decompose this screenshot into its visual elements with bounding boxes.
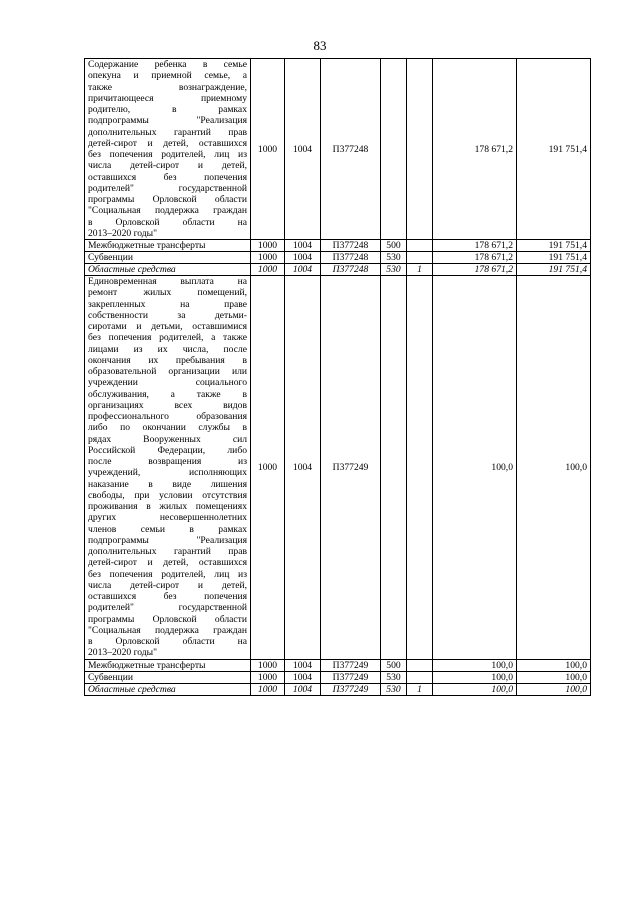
row-description: Областные средства (85, 683, 251, 695)
description-line: организациях всех видов (88, 399, 247, 411)
cell-funding-code: 1 (407, 264, 433, 276)
description-line: закрепленных на праве (88, 298, 247, 310)
description-line: программы Орловской области (88, 194, 247, 205)
table-row (85, 671, 591, 683)
description-line: числа детей-сирот и детей, (88, 579, 247, 591)
description-line: детей-сирот и детей, оставшихся (88, 557, 247, 569)
description-line: родителю, в рамках (88, 104, 247, 115)
description-line: сиротами и детьми, оставшимися (88, 321, 247, 332)
description-line: без попечения родителей, лиц из (88, 149, 247, 160)
cell-subsection: 1004 (285, 264, 321, 276)
cell-amount-2: 191 751,4 (517, 252, 591, 264)
description-line: учреждений, исполняющих (88, 467, 247, 479)
description-line: проживания в жилых помещениях (88, 501, 247, 512)
cell-amount-1: 178 671,2 (433, 240, 517, 252)
cell-amount-1: 100,0 (433, 671, 517, 683)
cell-section: 1000 (251, 240, 285, 252)
row-description: Субвенции (85, 252, 251, 264)
cell-subsection: 1004 (285, 240, 321, 252)
cell-target-article: П377249 (321, 671, 381, 683)
cell-expense-type (381, 59, 407, 240)
cell-target-article: П377249 (321, 683, 381, 695)
description-line: лицами из их числа, после (88, 343, 247, 355)
cell-amount-1: 100,0 (433, 276, 517, 660)
description-line: Российской Федерации, либо (88, 444, 247, 456)
cell-target-article: П377248 (321, 252, 381, 264)
cell-expense-type (381, 276, 407, 660)
description-line: причитающееся приемному (88, 92, 247, 104)
row-description: Межбюджетные трансферты (85, 659, 251, 671)
cell-funding-code (407, 252, 433, 264)
cell-section: 1000 (251, 671, 285, 683)
cell-section: 1000 (251, 659, 285, 671)
cell-amount-2: 100,0 (517, 671, 591, 683)
cell-amount-2: 100,0 (517, 276, 591, 660)
cell-funding-code (407, 59, 433, 240)
cell-funding-code: 1 (407, 683, 433, 695)
cell-section: 1000 (251, 264, 285, 276)
cell-amount-1: 178 671,2 (433, 264, 517, 276)
cell-amount-2: 100,0 (517, 659, 591, 671)
description-line: окончания их пребывания в (88, 354, 247, 366)
cell-section: 1000 (251, 683, 285, 695)
cell-amount-2: 191 751,4 (517, 240, 591, 252)
description-line: числа детей-сирот и детей, (88, 160, 247, 172)
cell-section: 1000 (251, 252, 285, 264)
description-line: профессионального образования (88, 411, 247, 422)
table-row (85, 264, 591, 276)
row-description (85, 276, 251, 660)
cell-funding-code (407, 659, 433, 671)
description-line: в Орловской области на (88, 216, 247, 228)
cell-funding-code (407, 276, 433, 660)
description-line: других несовершеннолетних (88, 512, 247, 524)
cell-section: 1000 (251, 59, 285, 240)
cell-subsection: 1004 (285, 59, 321, 240)
cell-amount-1: 178 671,2 (433, 59, 517, 240)
description-line: "Социальная поддержка граждан (88, 624, 247, 636)
cell-amount-2: 191 751,4 (517, 59, 591, 240)
cell-section: 1000 (251, 276, 285, 660)
description-line: программы Орловской области (88, 613, 247, 625)
cell-expense-type: 500 (381, 659, 407, 671)
description-line: свободы, при условии отсутствия (88, 489, 247, 501)
cell-amount-1: 178 671,2 (433, 252, 517, 264)
cell-target-article: П377248 (321, 264, 381, 276)
cell-funding-code (407, 671, 433, 683)
table-row (85, 659, 591, 671)
description-line: родителей" государственной (88, 182, 247, 194)
table-row (85, 240, 591, 252)
cell-amount-1: 100,0 (433, 683, 517, 695)
row-description: Межбюджетные трансферты (85, 240, 251, 252)
description-line: образовательной организации или (88, 366, 247, 377)
description-line: 2013–2020 годы" (88, 647, 158, 659)
cell-target-article: П377249 (321, 276, 381, 660)
description-line: подпрограммы "Реализация (88, 115, 247, 127)
description-line: собственности за детьми- (88, 309, 247, 321)
description-line: учреждении социального (88, 377, 247, 389)
cell-target-article: П377248 (321, 240, 381, 252)
cell-amount-2: 191 751,4 (517, 264, 591, 276)
budget-table (84, 58, 591, 696)
description-line: наказание в виде лишения (88, 478, 247, 490)
description-line: в Орловской области на (88, 636, 247, 647)
description-line: дополнительных гарантий прав (88, 546, 247, 557)
description-line: Единовременная выплата на (88, 276, 247, 287)
description-line: также вознаграждение, (88, 81, 247, 93)
cell-target-article: П377249 (321, 659, 381, 671)
description-line: опекуна и приемной семье, а (88, 70, 247, 82)
page-number: 83 (313, 38, 327, 53)
description-line: родителей" государственной (88, 602, 247, 614)
cell-expense-type: 530 (381, 252, 407, 264)
description-line: без попечения родителей, лиц из (88, 568, 247, 580)
description-line: рядах Вооруженных сил (88, 433, 247, 445)
description-line: членов семьи в рамках (88, 523, 247, 535)
cell-subsection: 1004 (285, 276, 321, 660)
cell-subsection: 1004 (285, 252, 321, 264)
description-line: либо по окончании службы в (88, 422, 247, 434)
cell-expense-type: 530 (381, 264, 407, 276)
description-line: дополнительных гарантий прав (88, 126, 247, 138)
table-row (85, 252, 591, 264)
description-line: обслуживания, а также в (88, 388, 247, 400)
cell-subsection: 1004 (285, 659, 321, 671)
cell-expense-type: 530 (381, 683, 407, 695)
cell-funding-code (407, 240, 433, 252)
cell-subsection: 1004 (285, 671, 321, 683)
table-row (85, 276, 591, 660)
description-line: ремонт жилых помещений, (88, 287, 247, 299)
description-line: оставшихся без попечения (88, 591, 247, 602)
table-row (85, 683, 591, 695)
cell-subsection: 1004 (285, 683, 321, 695)
row-description: Областные средства (85, 264, 251, 276)
description-line: без попечения родителей, а также (88, 332, 247, 344)
row-description (85, 59, 251, 240)
cell-amount-2: 100,0 (517, 683, 591, 695)
description-line: оставшихся без попечения (88, 171, 247, 183)
row-description: Субвенции (85, 671, 251, 683)
description-line: 2013–2020 годы" (88, 227, 158, 239)
description-line: "Социальная поддержка граждан (88, 205, 247, 217)
description-line: детей-сирот и детей, оставшихся (88, 137, 247, 149)
cell-expense-type: 500 (381, 240, 407, 252)
description-line: подпрограммы "Реализация (88, 534, 247, 546)
description-line: Содержание ребенка в семье (88, 59, 247, 70)
cell-target-article: П377248 (321, 59, 381, 240)
cell-amount-1: 100,0 (433, 659, 517, 671)
cell-expense-type: 530 (381, 671, 407, 683)
table-row (85, 59, 591, 240)
description-line: после возвращения из (88, 456, 247, 467)
